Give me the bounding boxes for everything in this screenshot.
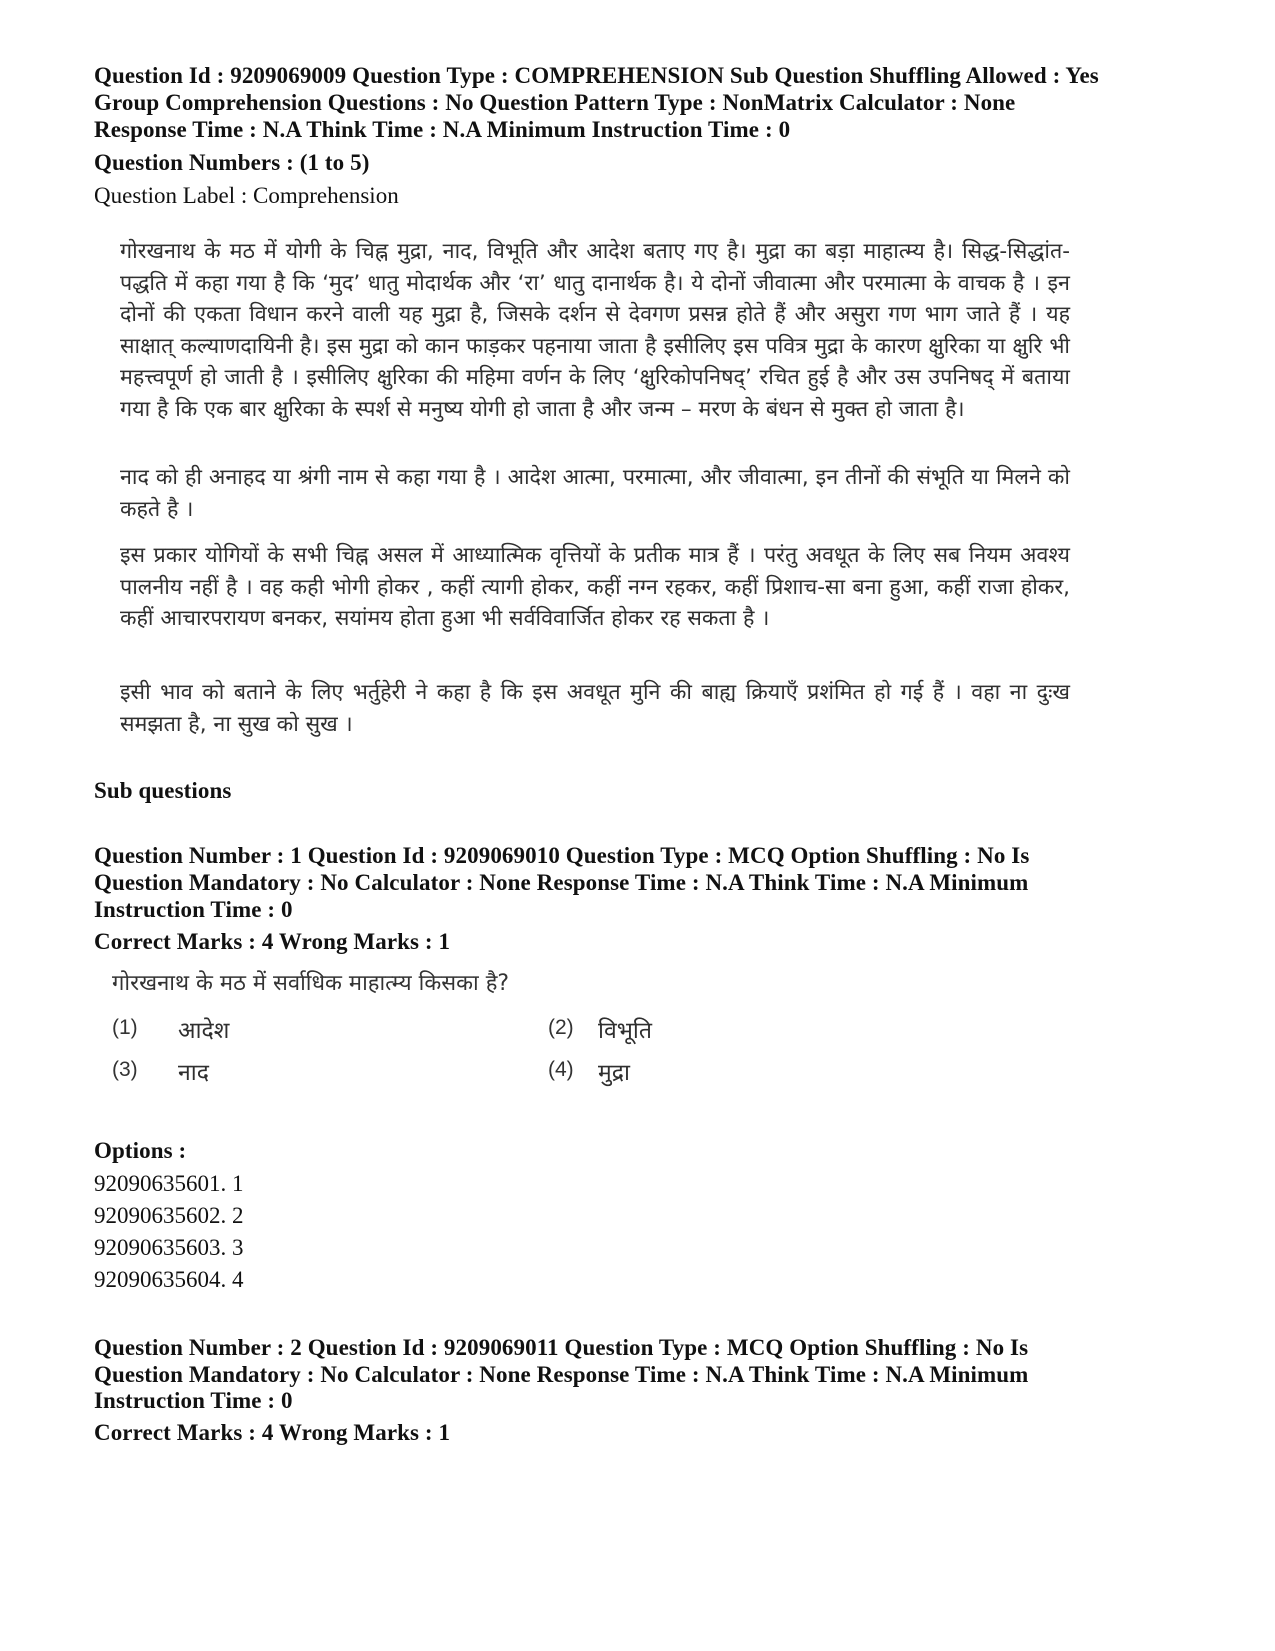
q1-meta-line-3: Instruction Time : 0	[94, 897, 293, 922]
q1-choice-1-text: आदेश	[178, 1018, 230, 1044]
q1-meta-line-2: Question Mandatory : No Calculator : None Response Time : N.A Think Time : N.A Minimum	[94, 870, 1029, 895]
q1-question-text: गोरखनाथ के मठ में सर्वाधिक माहात्म्य किसका है?	[112, 971, 510, 996]
q1-option-3: 92090635603. 3	[94, 1235, 244, 1260]
q2-meta-line-3: Instruction Time : 0	[94, 1388, 293, 1413]
q1-meta-line-1: Question Number : 1 Question Id : 9209069010 Question Type : MCQ Option Shuffling : No Is	[94, 843, 1030, 868]
choice-number: (4)	[548, 1058, 574, 1081]
q2-marks: Correct Marks : 4 Wrong Marks : 1	[94, 1420, 451, 1445]
q1-choice-3-text: नाद	[178, 1060, 209, 1086]
q1-option-1: 92090635601. 1	[94, 1171, 244, 1196]
passage-paragraph-3: इस प्रकार योगियों के सभी चिह्न असल में आध्यात्मिक वृत्तियों के प्रतीक मात्र हैं । परंतु अवधूत के लिए सब नियम अवश्य पालनीय नहीं है । वह कही भोगी होकर , कहीं त्यागी होकर, कहीं नग्न रहकर, कहीं प्रिशाच-सा बना हुआ, कहीं राजा होकर, कहीं आचारपरायण बनकर, सयांमय होता हुआ भी सर्वविवार्जित होकर रह सकता है ।	[120, 543, 1070, 631]
choice-number: (2)	[548, 1016, 574, 1039]
q1-choice-3	[112, 1058, 138, 1082]
sub-questions-heading: Sub questions	[94, 778, 232, 803]
question-label: Question Label : Comprehension	[94, 183, 399, 208]
comprehension-meta-line-3: Response Time : N.A Think Time : N.A Minimum Instruction Time : 0	[94, 117, 791, 142]
passage-paragraph-2: नाद को ही अनाहद या श्रंगी नाम से कहा गया है । आदेश आत्मा, परमात्मा, और जीवात्मा, इन तीनों की संभूति या मिलने को कहते है ।	[120, 465, 1070, 522]
question-numbers: Question Numbers : (1 to 5)	[94, 150, 370, 175]
passage-paragraph-4: इसी भाव को बताने के लिए भर्तुहेरी ने कहा है कि इस अवधूत मुनि की बाह्य क्रियाएँ प्रशंमित हो गई हैं । वहा ना दुःख समझता है, ना सुख को सुख ।	[120, 680, 1070, 737]
q1-choice-2	[548, 1016, 574, 1040]
q1-options-heading: Options :	[94, 1138, 187, 1163]
q1-option-2: 92090635602. 2	[94, 1203, 244, 1228]
q2-meta-line-2: Question Mandatory : No Calculator : None Response Time : N.A Think Time : N.A Minimum	[94, 1362, 1029, 1387]
q1-choice-4	[548, 1058, 574, 1082]
q1-choice-2-text: विभूति	[598, 1018, 652, 1044]
q1-marks: Correct Marks : 4 Wrong Marks : 1	[94, 929, 451, 954]
comprehension-meta-line-2: Group Comprehension Questions : No Question Pattern Type : NonMatrix Calculator : None	[94, 90, 1016, 115]
q1-choice-4-text: मुद्रा	[598, 1060, 630, 1086]
q2-meta-line-1: Question Number : 2 Question Id : 9209069011 Question Type : MCQ Option Shuffling : No Is	[94, 1335, 1029, 1360]
q1-choice-1	[112, 1016, 138, 1040]
q1-option-4: 92090635604. 4	[94, 1267, 244, 1292]
comprehension-meta-line-1: Question Id : 9209069009 Question Type : COMPREHENSION Sub Question Shuffling Allowed : Yes	[94, 63, 1099, 88]
passage-paragraph-1: गोरखनाथ के मठ में योगी के चिह्न मुद्रा, नाद, विभूति और आदेश बताए गए है। मुद्रा का बड़ा माहात्म्य है। सिद्ध-सिद्धांत-पद्धति में कहा गया है कि ‘मुद’ धातु मोदार्थक और ‘रा’ धातु दानार्थक है। ये दोनों जीवात्मा और परमात्मा के वाचक है । इन दोनों की एकता विधान करने वाली यह मुद्रा है, जिसके दर्शन से देवगण प्रसन्न होते हैं और असुरा गण भाग जाते हैं । यह साक्षात् कल्याणदायिनी है। इस मुद्रा को कान फाड़कर पहनाया जाता है इसीलिए इस पवित्र मुद्रा के कारण क्षुरिका या क्षुरि भी महत्त्वपूर्ण हो जाती है । इसीलिए क्षुरिका की महिमा वर्णन के लिए ‘क्षुरिकोपनिषद्’ रचित हुई है और उस उपनिषद् में बताया गया है कि एक बार क्षुरिका के स्पर्श से मनुष्य योगी हो जाता है और जन्म – मरण के बंधन से मुक्त हो जाता है।	[120, 239, 1070, 422]
choice-number: (1)	[112, 1016, 138, 1039]
choice-number: (3)	[112, 1058, 138, 1081]
